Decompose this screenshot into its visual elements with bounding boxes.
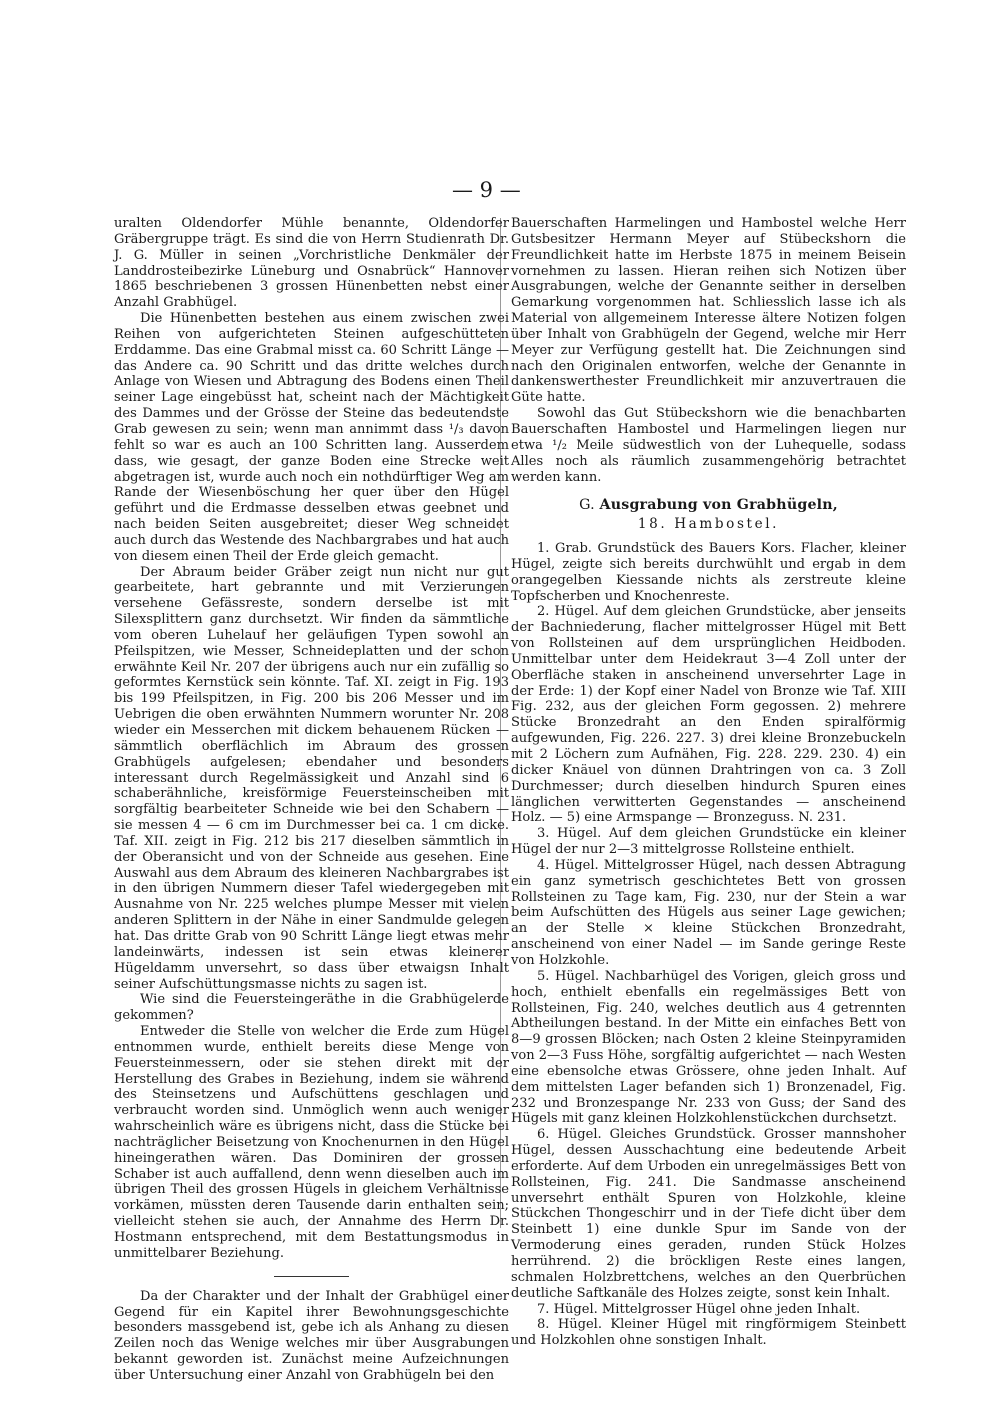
left-paragraph-1: uralten Oldendorfer Mühle benannte, Oldendorfer Gräbergruppe trägt. Es sind die von Herrn Studienrath Dr. J. G. Müller in seinen „Vorchristliche Denkmäler der Landdrosteibezirke Lüneburg und Osnabrück“ Hannover 1865 beschriebenen 3 grossen Hünenbetten nebst einer Anzahl Grabhügel.: [114, 216, 509, 311]
left-paragraph-4: Wie sind die Feuersteingeräthe in die Grabhügelerde gekommen?: [114, 992, 509, 1024]
left-paragraph-3: Der Abraum beider Gräber zeigt nun nicht nur gut gearbeitete, hart gebrannte und mit Verzierungen versehene Gefässreste, sondern derselbe ist mit Silexsplittern ganz durchsetzt. Wir finden da sämmtliche vom oberen Luhelauf her geläufigen Typen sowohl an Pfeilspitzen, wie Messer, Schneideplatten und der schon erwähnte Keil Nr. 207 der übrigens auch nur ein zufällig so geformtes Kernstück sein könnte. Taf. XI. zeigt in Fig. 193 bis 199 Pfeilspitzen, in Fig. 200 bis 206 Messer und im Uebrigen die oben erwähnten Nummern worunter Nr. 208 wieder ein Messerchen mit dickem behauenem Rücken — sämmtlich oberflächlich im Abraum des grossen Grabhügels aufgelesen; ebendaher und besonders interessant durch Regelmässigkeit und Anzahl sind 6 schaberähnliche, kreisförmige Feuersteinscheiben mit sorgfältig bearbeiteter Schneide wie bei den Schabern — sie messen 4 — 6 cm im Durchmesser bei ca. 1 cm dicke. Taf. XII. zeigt in Fig. 212 bis 217 dieselben sämmtlich in der Oberansicht und von der Schneide aus gesehen. Eine Auswahl aus dem Abraum des kleineren Nachbargrabes ist in den übrigen Nummern dieser Tafel wiedergegeben mit Ausnahme von Nr. 225 welches plumpe Messer mit vielen anderen Splittern in der Nähe in einer Sandmulde gelegen hat. Das dritte Grab von 90 Schritt Länge liegt etwas mehr landeinwärts, indessen ist sein etwas kleinerer Hügeldamm unversehrt, so dass über etwaigsn Inhalt seiner Aufschüttungsmasse nichts zu sagen ist.: [114, 564, 509, 992]
right-paragraph-2: Sowohl das Gut Stübeckshorn wie die benachbarten Bauerschaften Hambostel und Harmelingen liegen nur etwa ¹/₂ Meile südwestlich von der Luhequelle, sodass Alles noch als räumlich zusammengehörig betrachtet werden kann.: [511, 406, 906, 485]
section-heading-title: Ausgrabung von Grabhügeln,: [599, 497, 838, 514]
section-subheading: 18. Hambostel.: [637, 516, 780, 533]
section-separator-rule: [274, 1276, 349, 1277]
grave-entry-1: 1. Grab. Grundstück des Bauers Kors. Flacher, kleiner Hügel, zeigte sich bereits durchwühlt und ergab in dem orangegelben Kiessande nichts als zerstreute kleine Topfscherben und Knochenreste.: [511, 541, 906, 604]
section-heading: [511, 498, 906, 514]
grave-entry-3: 3. Hügel. Auf dem gleichen Grundstücke ein kleiner Hügel der nur 2—3 mittelgrosse Rollsteine enthielt.: [511, 826, 906, 858]
grave-entry-7: 7. Hügel. Mittelgrosser Hügel ohne jeden Inhalt.: [537, 1301, 861, 1317]
right-column: [511, 216, 906, 1349]
left-paragraph-2: Die Hünenbetten bestehen aus einem zwischen zwei Reihen von aufgerichteten Steinen aufgeschütteten Erddamme. Das eine Grabmal misst ca. 60 Schritt Länge — das Andere ca. 90 Schritt und das dritte welches durch Anlage von Wiesen und Abtragung des Bodens einen Theil seiner Lage eingebüsst hat, scheint nach der Mächtigkeit des Dammes und der Grösse der Steine das bedeutendste Grab gewesen zu sein; wenn man annimmt dass ¹/₃ davon fehlt so war es auch an 100 Schritten lang. Ausserdem dass, wie gesagt, der ganze Boden eine Strecke weit abgetragen ist, wurde auch noch ein nothdürftiger Weg am Rande der Wiesenböschung her quer über den Hügel geführt und die Erdmasse desselben etwas geebnet und nach beiden Seiten ausgebreitet; dieser Weg schneidet auch durch das Westende des Nachbargrabes und hat auch von diesem einen Theil der Erde gleich gemacht.: [114, 311, 509, 564]
grave-entry-5: 5. Hügel. Nachbarhügel des Vorigen, gleich gross und hoch, enthielt ebenfalls ein regelmässiges Bett von Rollsteinen, Fig. 240, welches deutlich aus 4 getrennten Abtheilungen bestand. In der Mitte ein einfaches Bett von 8—9 grossen Blöcken; nach Osten 2 kleine Steinpyramiden von 2—3 Fuss Höhe, sorgfältig aufgerichtet — nach Westen eine ebensolche etwas Grössere, ohne jeden Inhalt. Auf dem mittelsten Lager befanden sich 1) Bronzenadel, Fig. 232 und Bronzespange Nr. 233 von Guss; der Sand des Hügels mit ganz kleinen Holzkohlenstückchen durchsetzt.: [511, 968, 906, 1127]
left-column: [114, 216, 509, 1384]
section-heading-prefix: G.: [579, 497, 595, 514]
grave-entry-6: 6. Hügel. Gleiches Grundstück. Grosser mannshoher Hügel, dessen Ausschachtung eine bedeutende Arbeit erforderte. Auf dem Urboden ein unregelmässiges Bett von Rollsteinen, Fig. 241. Die Sandmasse anscheinend unversehrt enthält Spuren von Holzkohle, kleine Stückchen Thongeschirr und in der Tiefe dicht über dem Steinbett 1) eine dunkle Spur im Sande von der Vermoderung eines geraden, runden Stück Holzes herrührend. 2) die bröckligen Reste eines langen, schmalen Holzbrettchens, welches an den Querbrüchen deutliche Saftkanäle des Holzes zeigte, sonst kein Inhalt.: [511, 1127, 906, 1301]
left-paragraph-5: Entweder die Stelle von welcher die Erde zum Hügel entnommen wurde, enthielt bereits diese Menge von Feuersteinmessern, oder sie stehen direkt mit der Herstellung des Grabes in Beziehung, indem sie während des Steinsetzens und Aufschüttens geschlagen und verbraucht worden sind. Unmöglich wenn auch weniger wahrscheinlich wäre es übrigens nicht, dass die Stücke bei nachträglicher Beisetzung von Knochenurnen in den Hügel hineingerathen wären. Das Dominiren der grossen Schaber ist auch auffallend, denn wenn dieselben auch im übrigen Theil des grossen Hügels in gleichem Verhältnisse vorkämen, müssten deren Tausende darin enthalten sein; vielleicht stehen sie auch, der Annahme des Herrn Dr. Hostmann entsprechend, mit dem Bestattungsmodus in unmittelbarer Beziehung.: [114, 1024, 509, 1261]
grave-entry-8: 8. Hügel. Kleiner Hügel mit ringförmigem Steinbett und Holzkohlen ohne sonstigen Inhalt.: [511, 1317, 906, 1349]
grave-entry-2: 2. Hügel. Auf dem gleichen Grundstücke, aber jenseits der Bachniederung, flacher mittelgrosser Hügel mit Bett von Rollsteinen auf dem ursprünglichen Heidboden. Unmittelbar unter dem Heidekraut 3—4 Zoll unter der Oberfläche staken in anscheinend unversehrter Lage in der Erde: 1) der Kopf einer Nadel von Bronze wie Taf. XIII Fig. 232, aus der gleichen Form gegossen. 2) mehrere Stücke Bronzedraht an den Enden spiralförmig aufgewunden, Fig. 226. 227. 3) drei kleine Bronzebuckeln mit 2 Löchern zum Aufnähen, Fig. 228. 229. 230. 4) ein dicker Knäuel von dünnen Drahtringen von ca. 3 Zoll Durchmesser; durch dieselben hindurch Spuren eines länglichen verwitterten Gegenstandes — anscheinend Holz. — 5) eine Armspange — Bronzeguss. N. 231.: [511, 604, 906, 826]
grave-entry-4: 4. Hügel. Mittelgrosser Hügel, nach dessen Abtragung ein ganz symetrisch geschichtetes Bett von grossen Rollsteinen zu Tage kam, Fig. 230, nur der Stein a war beim Aufschütten des Hügels aus seiner Lage gewichen; an der Stelle × kleine Stückchen Bronzedraht, anscheinend von einer Nadel — im Sande geringe Reste von Holzkohle.: [511, 857, 906, 968]
left-paragraph-6: Da der Charakter und der Inhalt der Grabhügel einer Gegend für ein Kapitel ihrer Bewohnungsgeschichte besonders massgebend ist, gebe ich als Anhang zu diesen Zeilen noch das Wenige welches mir über Ausgrabungen bekannt geworden ist. Zunächst meine Aufzeichnungen über Untersuchung einer Anzahl von Grabhügeln bei den: [114, 1288, 509, 1383]
right-paragraph-1: Bauerschaften Harmelingen und Hambostel welche Herr Gutsbesitzer Hermann Meyer auf Stübeckshorn die Freundlichkeit hatte im Herbste 1875 in meinem Beisein vornehmen zu lassen. Hieran reihen sich Notizen über Ausgrabungen, welche der Genannte seither in derselben Gemarkung vorgenommen hat. Schliesslich lasse ich als Material von allgemeinem Interesse ältere Notizen folgen über Inhalt von Grabhügeln der Gegend, welche mir Herr Meyer zur Verfügung gestellt hat. Die Zeichnungen sind nach den Originalen entworfen, welche der Genannte in dankenswerthester Freundlichkeit mir anzuvertrauen die Güte hatte.: [511, 216, 906, 406]
